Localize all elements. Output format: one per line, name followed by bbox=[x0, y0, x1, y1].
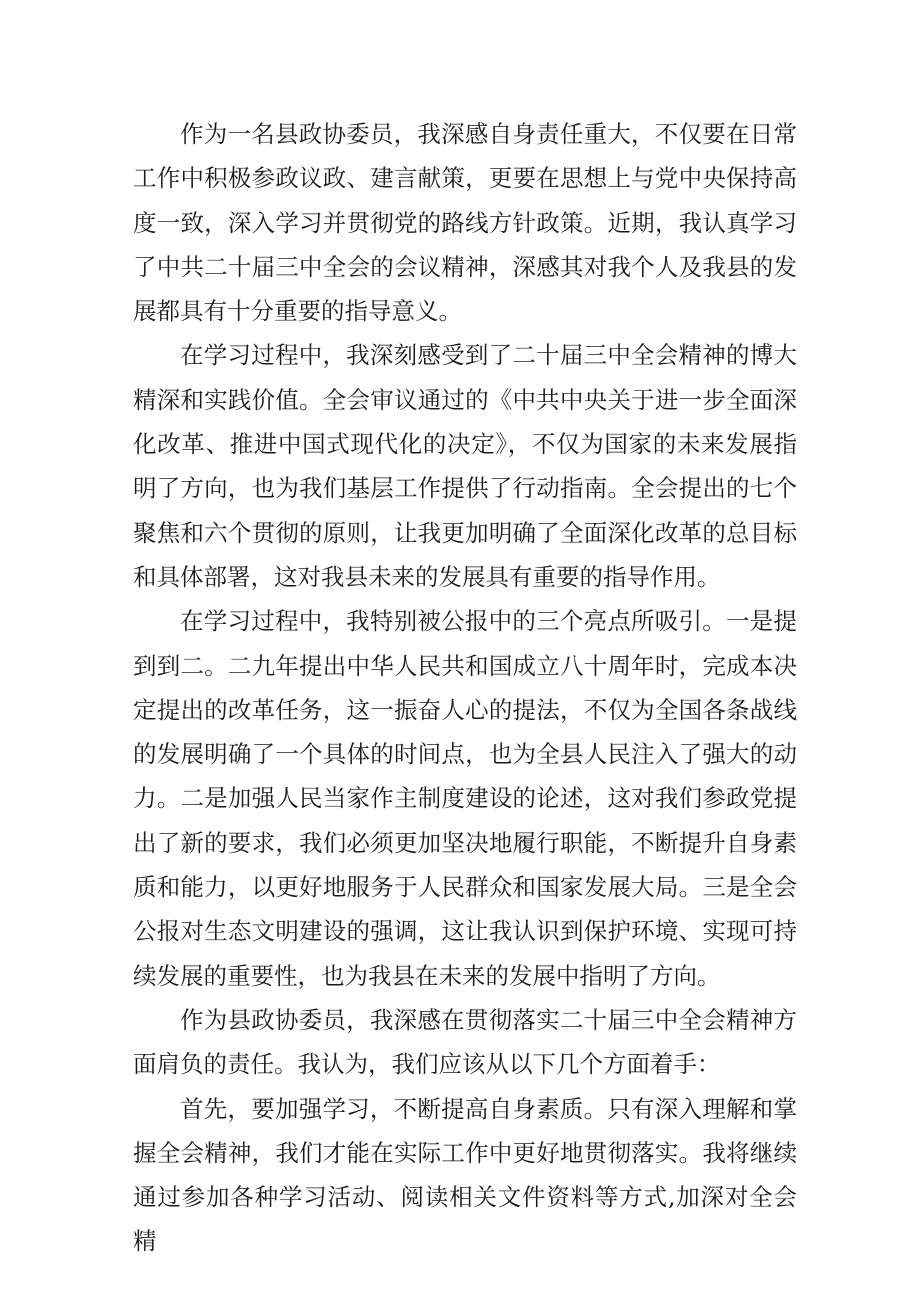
paragraph-3: 在学习过程中，我特别被公报中的三个亮点所吸引。一是提到到二。二九年提出中华人民共和国成立八十周年时，完成本决定提出的改革任务，这一振奋人心的提法，不仅为全国各条战线的发展明确了一个具体的时间点，也为全县人民注入了强大的动力。二是加强人民当家作主制度建设的论述，这对我们参政党提出了新的要求，我们必须更加坚决地履行职能，不断提升自身素质和能力，以更好地服务于人民群众和国家发展大局。三是全会公报对生态文明建设的强调，这让我认识到保护环境、实现可持续发展的重要性，也为我县在未来的发展中指明了方向。 bbox=[133, 607, 797, 990]
paragraph-2: 在学习过程中，我深刻感受到了二十届三中全会精神的博大精深和实践价值。全会审议通过的《中共中央关于进一步全面深化改革、推进中国式现代化的决定》，不仅为国家的未来发展指明了方向，也为我们基层工作提供了行动指南。全会提出的七个聚焦和六个贯彻的原则，让我更加明确了全面深化改革的总目标和具体部署，这对我县未来的发展具有重要的指导作用。 bbox=[133, 341, 797, 591]
paragraph-4: 作为县政协委员，我深感在贯彻落实二十届三中全会精神方面肩负的责任。我认为，我们应该从以下几个方面着手： bbox=[133, 1005, 797, 1079]
document-body bbox=[133, 112, 797, 1264]
paragraph-1: 作为一名县政协委员，我深感自身责任重大，不仅要在日常工作中积极参政议政、建言献策，更要在思想上与党中央保持高度一致，深入学习并贯彻党的路线方针政策。近期，我认真学习了中共二十届三中全会的会议精神，深感其对我个人及我县的发展都具有十分重要的指导意义。 bbox=[133, 120, 797, 326]
paragraph-5: 首先，要加强学习，不断提高自身素质。只有深入理解和掌握全会精神，我们才能在实际工作中更好地贯彻落实。我将继续通过参加各种学习活动、阅读相关文件资料等方式,加深对全会精 bbox=[133, 1094, 797, 1256]
